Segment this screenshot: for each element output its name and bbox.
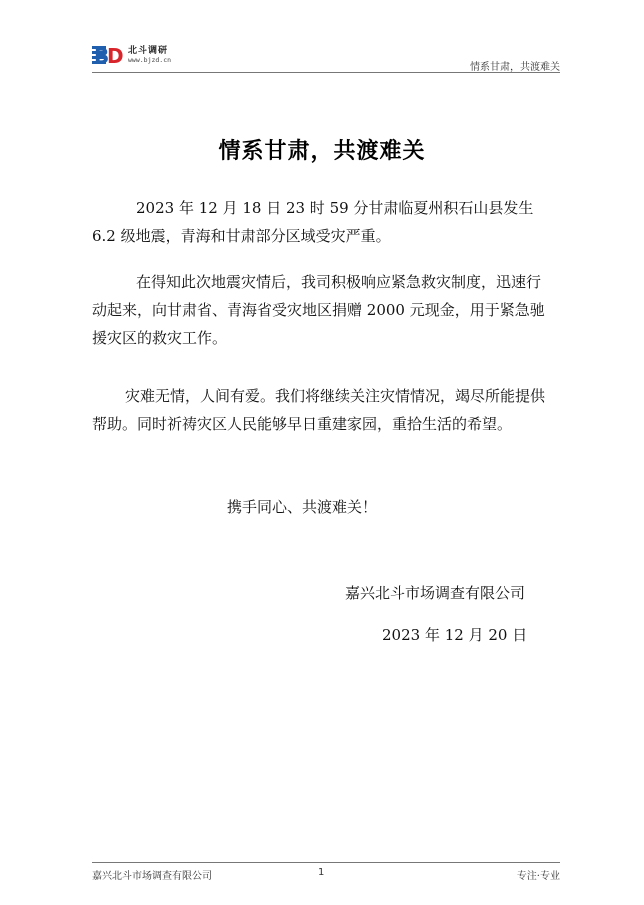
svg-text:B: B <box>94 44 110 68</box>
logo-url: www.bjzd.cn <box>128 56 172 64</box>
signature-company: 嘉兴北斗市场调查有限公司 <box>345 584 526 602</box>
bd-logo-icon <box>92 42 126 68</box>
footer-motto: 专注·专业 <box>516 871 560 882</box>
header-divider <box>92 72 560 73</box>
footer-company: 嘉兴北斗市场调查有限公司 <box>92 871 212 882</box>
logo-name: 北斗调研 <box>128 46 169 56</box>
document-title: 情系甘肃，共渡难关 <box>218 139 426 164</box>
paragraph-1-text: 2023 年 12 月 18 日 23 时 59 分甘肃临夏州积石山县发生 6.2 级地震，青海和甘肃部分区域受灾严重。 <box>92 199 534 245</box>
paragraph-2 <box>92 268 550 352</box>
svg-text:D: D <box>107 44 124 68</box>
signature-date: 2023 年 12 月 20 日 <box>382 626 528 644</box>
page-number: 1 <box>318 867 325 878</box>
footer-divider <box>92 862 560 863</box>
header-title: 情系甘肃，共渡难关 <box>470 62 560 73</box>
page-footer <box>92 862 560 882</box>
closing-slogan: 携手同心、共渡难关！ <box>227 498 378 516</box>
company-logo <box>92 40 232 70</box>
page-header <box>92 40 560 74</box>
paragraph-2-text: 在得知此次地震灾情后，我司积极响应紧急救灾制度，迅速行动起来，向甘肃省、青海省受灾地区捐赠 2000 元现金，用于紧急驰援灾区的救灾工作。 <box>92 273 545 347</box>
paragraph-3 <box>92 382 550 438</box>
paragraph-1 <box>92 194 550 250</box>
paragraph-3-text: 灾难无情，人间有爱。我们将继续关注灾情情况，竭尽所能提供帮助。同时祈祷灾区人民能够早日重建家园，重拾生活的希望。 <box>92 387 546 433</box>
